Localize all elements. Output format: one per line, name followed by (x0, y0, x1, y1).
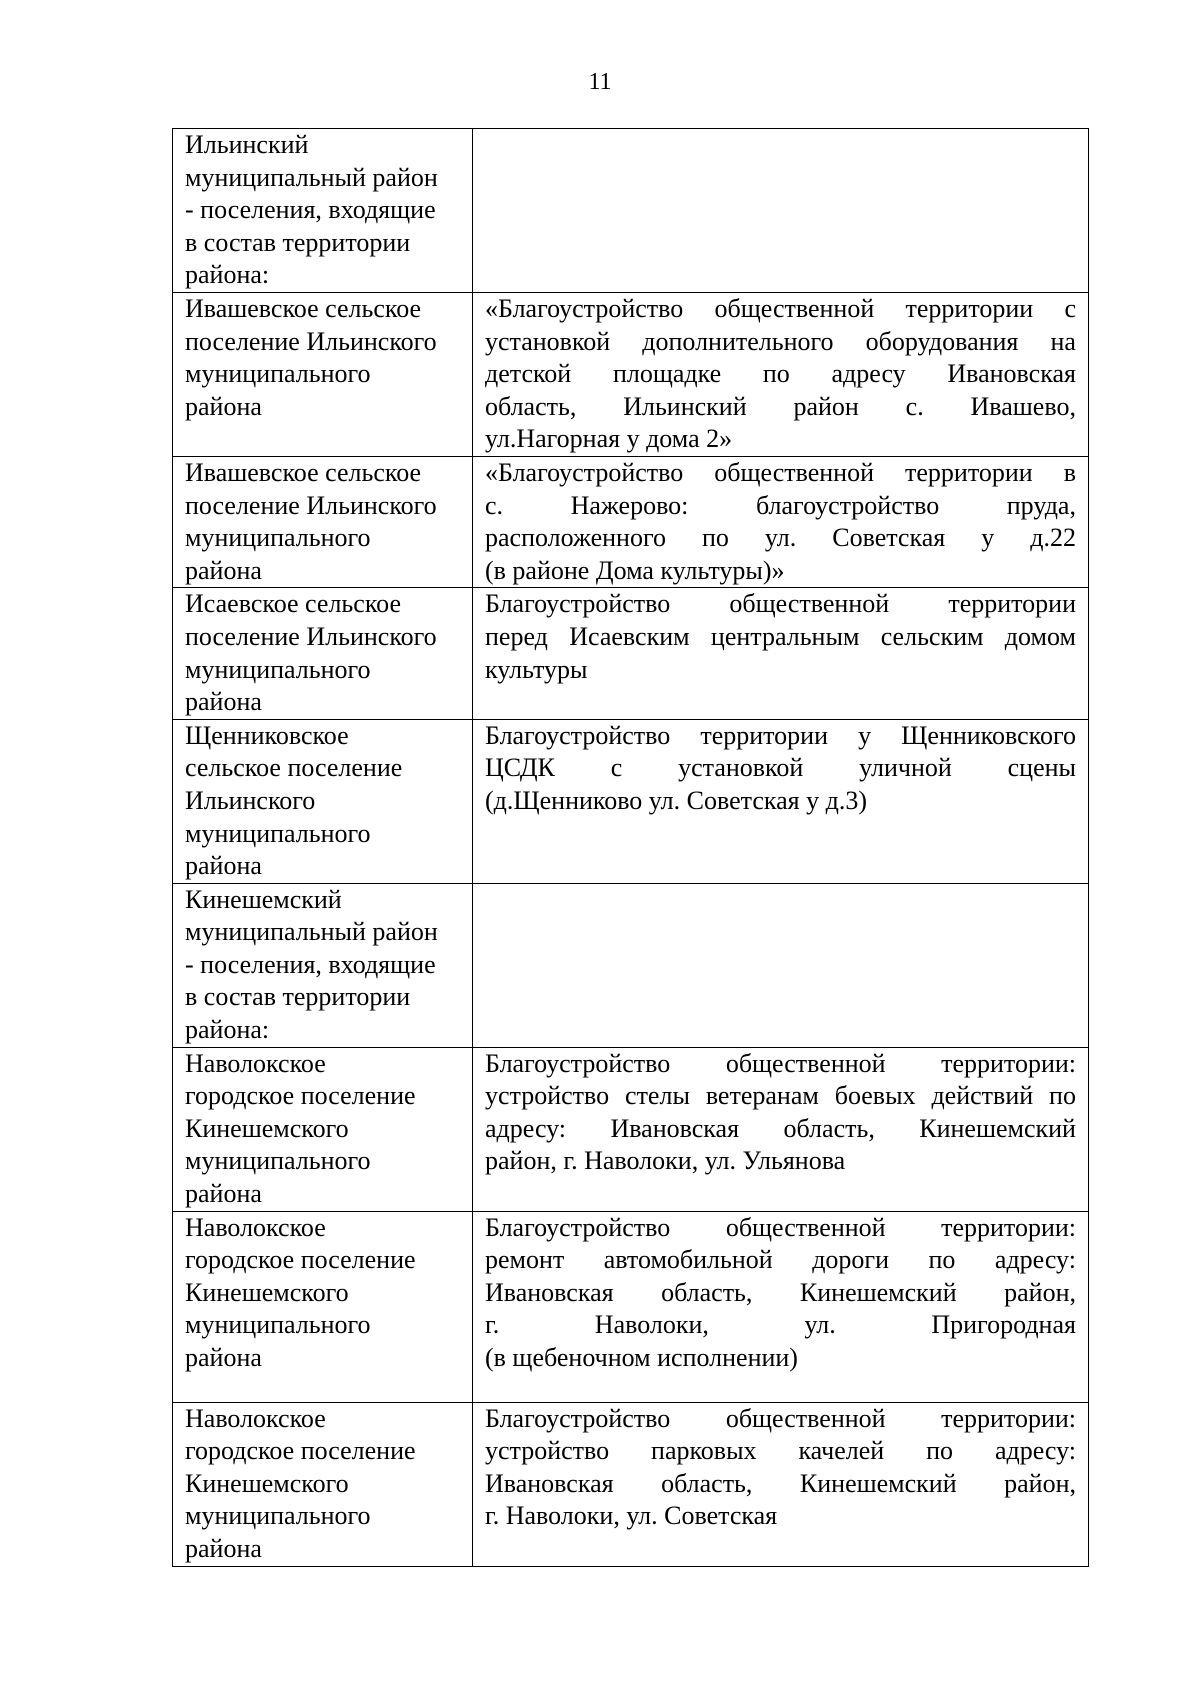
table-row (173, 1047, 1089, 1211)
project-description-cell (473, 1211, 1089, 1402)
table-row (173, 1211, 1089, 1402)
settlement-name-line: Кинешемского (185, 1113, 349, 1143)
settlement-name-line: городское поселение (185, 1081, 416, 1111)
project-description-line: Благоустройство территории у Щенниковского (485, 720, 1076, 750)
settlement-name-line: муниципального (185, 1146, 371, 1176)
settlement-name-line: поселение Ильинского (185, 621, 437, 651)
settlement-name-line: района (185, 1534, 262, 1564)
settlement-name-line: Ильинского (185, 785, 316, 815)
project-description-cell (473, 883, 1089, 1047)
settlement-name-line: Наволокское (185, 1212, 326, 1242)
table-row (173, 719, 1089, 883)
settlement-name-line: Кинешемского (185, 1277, 349, 1307)
settlement-name-line: Исаевское сельское (185, 589, 401, 619)
settlement-name-cell (173, 1047, 473, 1211)
project-description-line: ул.Нагорная у дома 2» (485, 424, 733, 454)
project-description-cell (473, 293, 1089, 457)
project-description-line: г. Наволоки, ул. Советская (485, 1501, 778, 1531)
project-description-line: устройство стелы ветеранам боевых действий по (485, 1081, 1076, 1111)
project-description-line: Благоустройство общественной территории: (485, 1048, 1076, 1078)
table-row (173, 588, 1089, 719)
table-row (173, 1402, 1089, 1566)
project-description-line: (д.Щенниково ул. Советская у д.3) (485, 785, 867, 815)
project-description-cell (473, 1047, 1089, 1211)
project-description-cell (473, 129, 1089, 293)
settlement-name-line: района: (185, 1015, 270, 1045)
settlements-table (172, 128, 1089, 1567)
settlement-name-line: муниципального (185, 1310, 371, 1340)
project-description-line: с. Нажерово: благоустройство пруда, (485, 490, 1076, 520)
project-description-line: адресу: Ивановская область, Кинешемский (485, 1113, 1076, 1143)
project-description-line: область, Ильинский район с. Ивашево, (485, 391, 1076, 421)
project-description-line: (в районе Дома культуры)» (485, 555, 785, 585)
settlement-name-cell (173, 588, 473, 719)
settlement-name-line: Ивашевское сельское (185, 457, 422, 487)
project-description-line: Благоустройство общественной территории: (485, 1403, 1076, 1433)
settlement-name-line: муниципального (185, 359, 371, 389)
project-description-line: Ивановская область, Кинешемский район, (485, 1468, 1076, 1498)
settlement-name-line: Наволокское (185, 1048, 326, 1078)
project-description-cell (473, 456, 1089, 587)
project-description-line: перед Исаевским центральным сельским домом (485, 621, 1076, 651)
settlement-name-line: муниципального (185, 1501, 371, 1531)
settlement-name-line: в состав территории (185, 982, 411, 1012)
project-description-line: Благоустройство общественной территории (485, 589, 1076, 619)
project-description-line: (в щебеночном исполнении) (485, 1343, 798, 1373)
project-description-line: Благоустройство общественной территории: (485, 1212, 1076, 1242)
project-description-line: «Благоустройство общественной территории в (485, 457, 1076, 487)
project-description-line: район, г. Наволоки, ул. Ульянова (485, 1146, 846, 1176)
table-row (173, 293, 1089, 457)
settlement-name-line: Кинешемского (185, 1468, 349, 1498)
project-description-line: культуры (485, 654, 588, 684)
settlement-name-line: района (185, 391, 262, 421)
settlement-name-line: района (185, 555, 262, 585)
project-description-line: «Благоустройство общественной территории с (485, 294, 1076, 323)
table-row (173, 883, 1089, 1047)
project-description-line: устройство парковых качелей по адресу: (485, 1436, 1076, 1466)
project-description-line: детской площадке по адресу Ивановская (485, 359, 1076, 389)
settlement-name-line: района (185, 1179, 262, 1209)
settlement-name-line: - поселения, входящие (185, 195, 436, 225)
settlement-name-line: в состав территории (185, 227, 411, 257)
project-description-cell (473, 719, 1089, 883)
settlement-name-line: Ивашевское сельское (185, 294, 422, 323)
settlement-name-line: Наволокское (185, 1403, 326, 1433)
settlement-name-line: района (185, 1343, 262, 1373)
settlement-name-line: сельское поселение (185, 753, 403, 783)
settlement-name-line: городское поселение (185, 1245, 416, 1275)
project-description-line: ЦСДК с установкой уличной сцены (485, 753, 1076, 783)
settlement-name-cell (173, 1211, 473, 1402)
settlement-name-line: Щенниковское (185, 720, 349, 750)
settlement-name-cell (173, 883, 473, 1047)
project-description-line: расположенного по ул. Советская у д.22 (485, 523, 1076, 553)
project-description-line: ремонт автомобильной дороги по адресу: (485, 1245, 1076, 1275)
project-description-line: г. Наволоки, ул. Пригородная (485, 1310, 1076, 1340)
project-description-cell (473, 1402, 1089, 1566)
settlement-name-line: района (185, 851, 262, 881)
settlement-name-cell (173, 1402, 473, 1566)
settlement-name-line: городское поселение (185, 1436, 416, 1466)
settlement-name-line: района (185, 687, 262, 717)
settlement-name-line: Кинешемский (185, 884, 342, 914)
settlement-name-cell (173, 293, 473, 457)
project-description-line: Ивановская область, Кинешемский район, (485, 1277, 1076, 1307)
settlement-name-line: муниципального (185, 654, 371, 684)
page-number: 11 (588, 69, 612, 95)
table-row (173, 456, 1089, 587)
settlement-name-cell (173, 456, 473, 587)
table-row (173, 129, 1089, 293)
settlement-name-line: - поселения, входящие (185, 949, 436, 979)
project-description-line: установкой дополнительного оборудования на (485, 326, 1076, 356)
settlement-name-line: муниципального (185, 523, 371, 553)
settlement-name-line: поселение Ильинского (185, 490, 437, 520)
settlement-name-cell (173, 719, 473, 883)
settlement-name-line: поселение Ильинского (185, 326, 437, 356)
settlement-name-line: муниципальный район (185, 917, 438, 947)
settlement-name-line: района: (185, 260, 270, 290)
settlement-name-line: Ильинский (185, 130, 309, 159)
project-description-cell (473, 588, 1089, 719)
settlement-name-line: муниципального (185, 818, 371, 848)
settlement-name-line: муниципальный район (185, 162, 438, 192)
settlement-name-cell (173, 129, 473, 293)
